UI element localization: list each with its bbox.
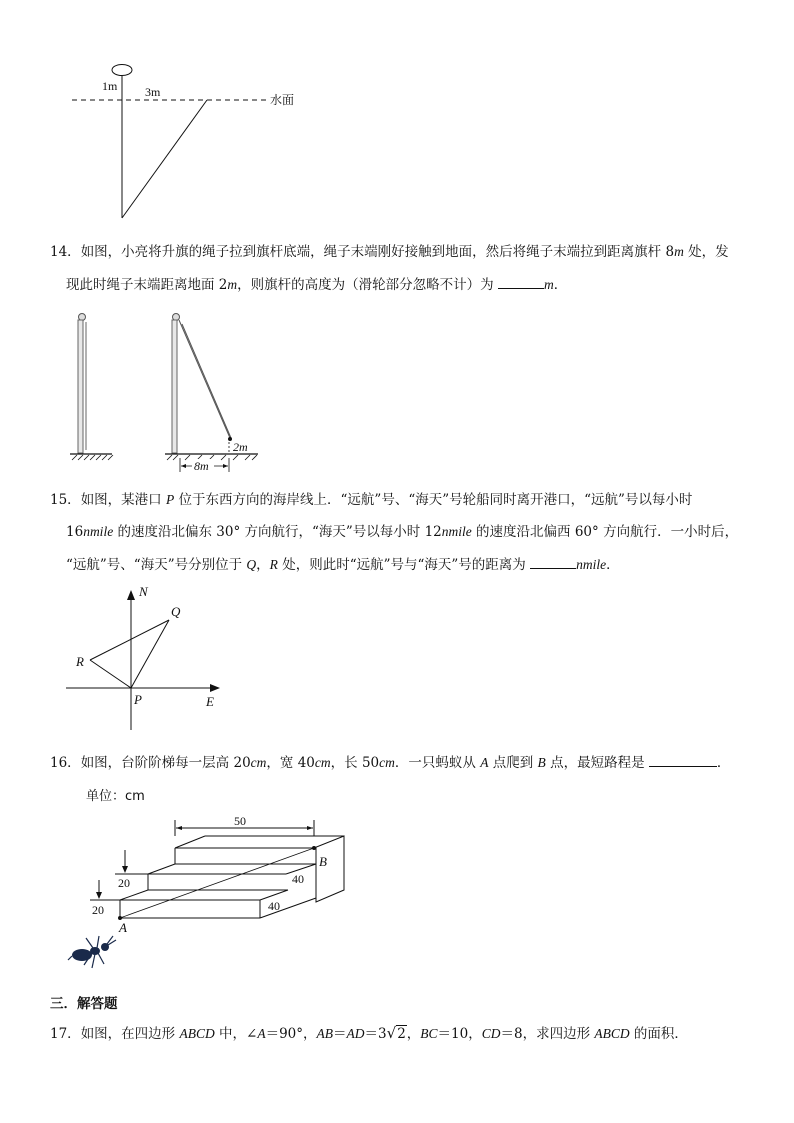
label-1m: 1m: [102, 79, 118, 93]
q16-text-f: 点，最短路程是: [545, 755, 645, 771]
label-8m: 8m: [194, 459, 209, 473]
q14-line-2: [66, 274, 567, 295]
segment-PR: [90, 660, 131, 688]
q14-unit-m-1: m: [674, 244, 684, 259]
reed-top-ellipse: [112, 65, 132, 76]
label-3m: 3m: [145, 85, 161, 99]
figure-staircase: [0, 810, 794, 1010]
q17-sqrt-radicand: 2: [397, 1026, 406, 1042]
pulley-right: [173, 314, 180, 321]
q14-answer-unit: m: [543, 277, 554, 292]
q15-text-2c: 的速度沿北偏西 60° 方向航行．一小时后，: [471, 524, 739, 540]
q17-line-1: [50, 1023, 688, 1044]
q17-var-AD: AD: [346, 1026, 365, 1041]
q17-text-g: 的面积．: [629, 1026, 688, 1042]
q14-text-1: 如图，小亮将升旗的绳子拉到旗杆底端，绳子末端刚好接触到地面，然后将绳子末端拉到距离旗杆 8: [80, 244, 675, 260]
q17-text-d: ，: [406, 1026, 421, 1042]
label-P: P: [134, 692, 142, 707]
label-E: E: [206, 694, 214, 709]
flagpole-right: [165, 314, 258, 474]
q14-text-1-end: 处，发: [683, 244, 729, 260]
q15-number: 15．: [50, 492, 81, 508]
label-N: N: [139, 584, 148, 599]
q17-var-A: A: [257, 1026, 266, 1041]
q15-text-1b: 位于东西方向的海岸线上．“远航”号、“海天”号轮船同时离开港口，“远航”号以每小时: [174, 492, 693, 508]
q17-text-a: 如图，在四边形: [80, 1026, 180, 1042]
q17-text-f: ＝8，求四边形: [500, 1026, 595, 1042]
q15-var-Q: Q: [246, 557, 257, 572]
label-2m: 2m: [233, 440, 248, 454]
section-title: 三．解答题: [50, 996, 118, 1012]
q16-number: 16．: [50, 755, 81, 771]
q15-text-2a: 16: [66, 524, 84, 540]
label-height-20-bottom: 20: [92, 903, 104, 917]
q16-answer-blank[interactable]: [649, 752, 717, 767]
label-len-50: 50: [234, 814, 246, 828]
q17-sqrt: √2: [386, 1024, 406, 1042]
label-A: A: [119, 920, 127, 935]
q16-text-a: 如图，台阶阶梯每一层高 20: [80, 755, 251, 771]
q15-var-P: P: [165, 492, 175, 507]
q17-var-AB: AB: [316, 1026, 334, 1041]
q16-text-c: ，长 50: [330, 755, 380, 771]
q16-unit-cm-3: cm: [379, 755, 395, 770]
flagpole-left: [70, 314, 113, 461]
q15-text-1a: 如图，某港口: [80, 492, 166, 508]
q15-unit-nmile-2: nmile: [441, 524, 472, 539]
q16-var-B: B: [537, 755, 546, 770]
q16-unit-label: 单位：cm: [86, 789, 145, 804]
figure-compass: [0, 580, 794, 740]
q17-number: 17．: [50, 1026, 81, 1042]
q17-text-b: 中，∠: [214, 1026, 258, 1042]
label-width-40-bottom: 40: [268, 899, 280, 913]
q15-answer-blank[interactable]: [530, 554, 576, 569]
q16-unit-cm-2: cm: [314, 755, 331, 770]
segment-PQ: [131, 620, 169, 688]
label-Q: Q: [171, 604, 181, 619]
label-height-20-top: 20: [118, 876, 130, 890]
q16-var-A: A: [480, 755, 489, 770]
q15-answer-unit: nmile: [576, 557, 607, 572]
q15-text-3b: 处，则此时“远航”号与“海天”号的距离为: [277, 557, 526, 573]
q15-line-2: [66, 522, 738, 542]
q14-line-1: [50, 242, 729, 262]
q14-number: 14．: [50, 244, 81, 260]
q14-text-2b: ，则旗杆的高度为（滑轮部分忽略不计）为: [237, 277, 494, 293]
q16-text-d: ．一只蚂蚁从: [394, 755, 481, 771]
q17-eq-2: ＝3: [364, 1026, 387, 1042]
q14-end: ．: [553, 277, 568, 293]
q15-comma: ，: [256, 557, 270, 573]
ant-icon: [68, 936, 116, 968]
q17-var-BC: BC: [420, 1026, 438, 1041]
q14-unit-m-2: m: [227, 277, 238, 292]
q14-answer-blank[interactable]: [498, 274, 544, 289]
q15-end: ．: [606, 557, 620, 573]
q17-text-c: ＝90°，: [265, 1026, 317, 1042]
q16-text-b: ，宽 40: [266, 755, 315, 771]
q15-var-R: R: [269, 557, 278, 572]
q17-text-e: ＝10，: [437, 1026, 482, 1042]
label-R: R: [76, 654, 84, 669]
q15-unit-nmile-1: nmile: [83, 524, 114, 539]
q15-line-3: [66, 554, 620, 575]
figure-flagpole: [0, 300, 794, 500]
label-water: 水面: [270, 93, 295, 107]
q15-line-1: [50, 490, 692, 510]
q16-text-e: 点爬到: [488, 755, 538, 771]
pulley-left: [79, 314, 86, 321]
q16-end: ．: [716, 755, 731, 771]
reed-slant-line: [122, 100, 207, 218]
label-B: B: [319, 854, 327, 869]
label-width-40-top: 40: [292, 872, 304, 886]
q15-text-2b: 的速度沿北偏东 30° 方向航行，“海天”号以每小时 12: [113, 524, 442, 540]
q17-var-ABCD-2: ABCD: [594, 1026, 630, 1041]
q17-eq-1: ＝: [333, 1026, 347, 1042]
figure-water-reed: [0, 0, 794, 230]
q16-unit-cm-1: cm: [250, 755, 267, 770]
q17-var-CD: CD: [481, 1026, 501, 1041]
q14-text-2a: 现此时绳子末端距离地面 2: [66, 277, 228, 293]
segment-RQ: [90, 620, 169, 660]
q17-var-ABCD-1: ABCD: [179, 1026, 215, 1041]
q16-line-1: [50, 752, 730, 773]
q15-text-3a: “远航”号、“海天”号分别位于: [66, 557, 247, 573]
